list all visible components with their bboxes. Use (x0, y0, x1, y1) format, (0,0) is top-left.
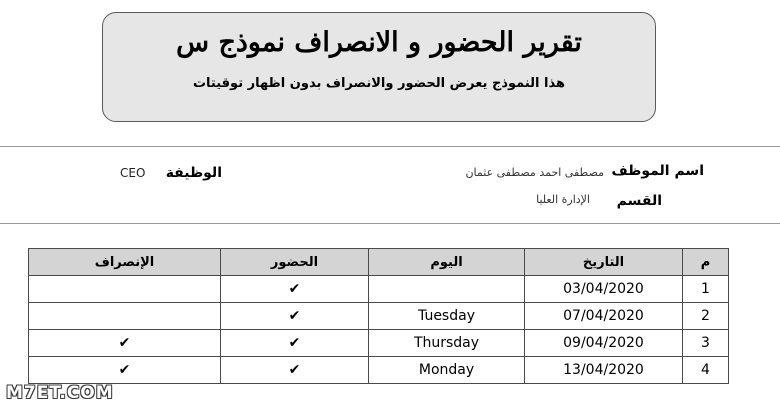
row-date: 09/04/2020 (525, 330, 683, 357)
row-day: Thursday (369, 330, 525, 357)
report-title-box (102, 12, 656, 122)
job-title-value: CEO (120, 166, 146, 180)
column-header-day: اليوم (369, 249, 525, 276)
row-number: 2 (683, 303, 729, 330)
attendance-check-icon: ✔ (221, 303, 369, 330)
attendance-check-icon: ✔ (221, 276, 369, 303)
attendance-table (28, 248, 729, 384)
table-row (29, 357, 729, 384)
column-header-attendance: الحضور (221, 249, 369, 276)
report-title: تقرير الحضور و الانصراف نموذج س (176, 27, 582, 58)
row-date: 07/04/2020 (525, 303, 683, 330)
departure-check-icon (29, 303, 221, 330)
column-header-date: التاريخ (525, 249, 683, 276)
table-header-row (29, 249, 729, 276)
row-number: 3 (683, 330, 729, 357)
report-subtitle: هذا النموذج يعرض الحضور والانصراف بدون اظهار توقيتات (192, 76, 566, 91)
row-number: 4 (683, 357, 729, 384)
employee-name-value: مصطفى احمد مصطفى عثمان (465, 166, 604, 179)
table-row (29, 276, 729, 303)
employee-name-label: اسم الموظف (611, 163, 704, 179)
job-title-label: الوظيفة (165, 165, 222, 181)
table-row (29, 330, 729, 357)
row-number: 1 (683, 276, 729, 303)
divider-bottom (0, 223, 780, 224)
site-watermark: M7ET.COM (6, 383, 114, 403)
attendance-check-icon: ✔ (221, 330, 369, 357)
departure-check-icon: ✔ (29, 357, 221, 384)
row-date: 13/04/2020 (525, 357, 683, 384)
row-day: Monday (369, 357, 525, 384)
table-row (29, 303, 729, 330)
divider-top (0, 146, 780, 147)
column-header-departure: الإنصراف (29, 249, 221, 276)
departure-check-icon: ✔ (29, 330, 221, 357)
attendance-check-icon: ✔ (221, 357, 369, 384)
column-header-number: م (683, 249, 729, 276)
row-date: 03/04/2020 (525, 276, 683, 303)
row-day (369, 276, 525, 303)
departure-check-icon (29, 276, 221, 303)
row-day: Tuesday (369, 303, 525, 330)
department-label: القسم (616, 193, 662, 209)
department-value: الإدارة العليا (536, 193, 590, 206)
